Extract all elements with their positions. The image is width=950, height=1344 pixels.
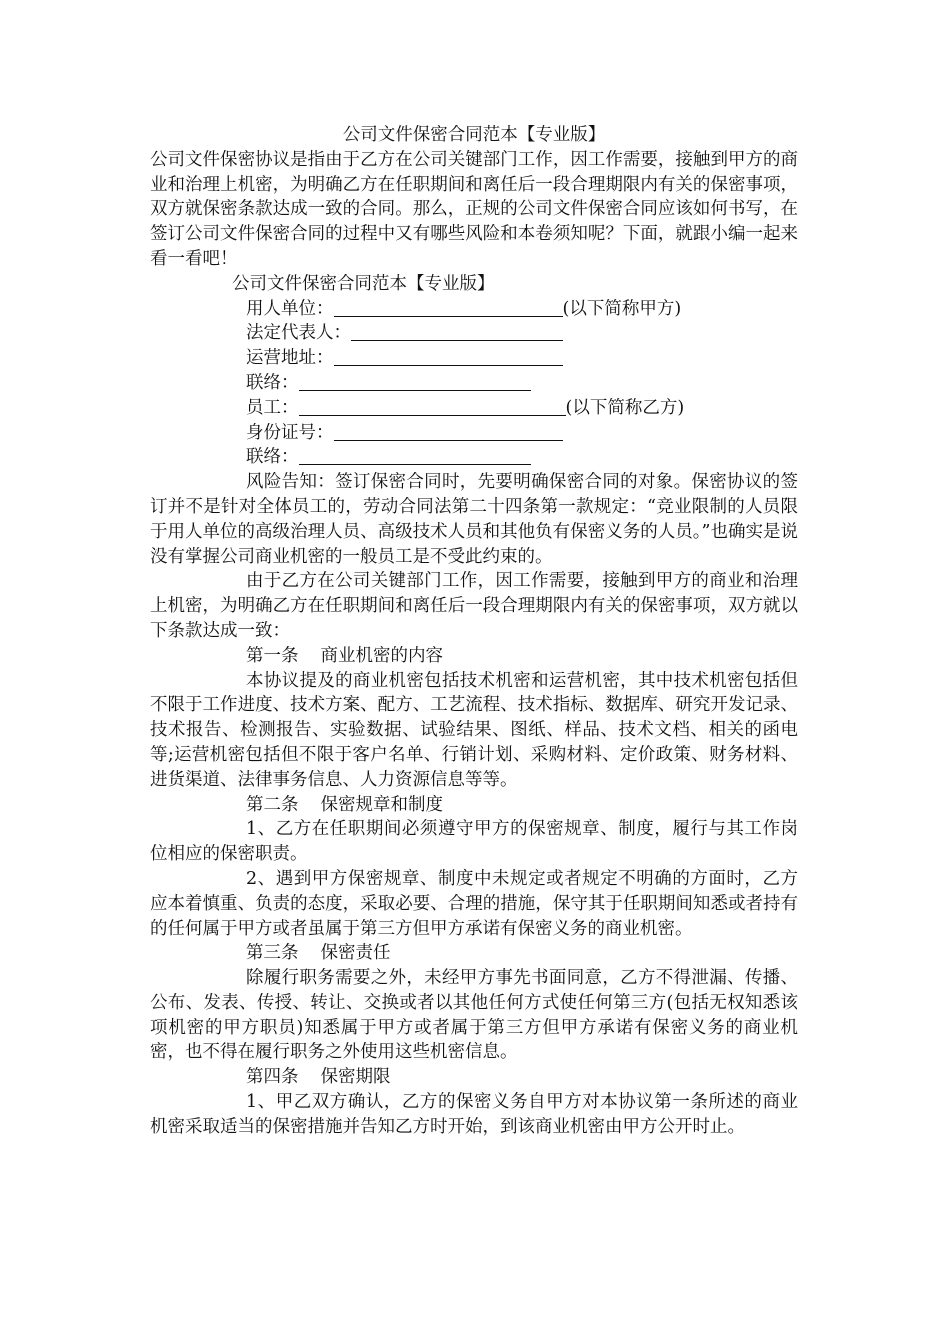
article1-heading: [150, 644, 798, 669]
article1-title: 商业机密的内容: [320, 645, 443, 666]
article2-item2: 2、遇到甲方保密规章、制度中未规定或者规定不明确的方面时，乙方应本着慎重、负责的态度，采取必要、合理的措施，保守其于任职期间知悉或者持有的任何属于甲方或者虽属于第三方但甲方承诺有保密义务的商业机密。: [150, 868, 798, 939]
address-field: [150, 346, 798, 371]
contact1-blank: [299, 372, 531, 391]
contract-subtitle: 公司文件保密合同范本【专业版】: [232, 273, 495, 294]
article1-body: 本协议提及的商业机密包括技术机密和运营机密，其中技术机密包括但不限于工作进度、技术方案、配方、工艺流程、技术指标、数据库、研究开发记录、技术报告、检测报告、实验数据、试验结果、图纸、样品、技术文档、相关的函电等;运营机密包括但不限于客户名单、行销计划、采购材料、定价政策、财务材料、进货渠道、法律事务信息、人力资源信息等等。: [150, 670, 798, 790]
article4-heading: [150, 1065, 798, 1090]
article3-num: 第三条: [246, 943, 299, 964]
employer-field: [150, 297, 798, 322]
article2-num: 第二条: [246, 794, 299, 815]
article3-body: 除履行职务需要之外，未经甲方事先书面同意，乙方不得泄漏、传播、公布、发表、传授、转让、交换或者以其他任何方式使任何第三方(包括无权知悉该项机密的甲方职员)知悉属于甲方或者属于第三方但甲方承诺有保密义务的商业机密，也不得在履行职务之外使用这些机密信息。: [150, 968, 798, 1063]
risk-paragraph: 风险告知：签订保密合同时，先要明确保密合同的对象。保密协议的签订并不是针对全体员工的，劳动合同法第二十四条第一款规定：“竞业限制的人员限于用人单位的高级治理人员、高级技术人员和其他负有保密义务的人员。”也确实是说没有掌握公司商业机密的一般员工是不受此约束的。: [150, 472, 798, 567]
contact2-field: [150, 445, 798, 470]
article4-num: 第四条: [246, 1067, 299, 1088]
legal-rep-label: 法定代表人：: [246, 323, 351, 344]
employer-label: 用人单位：: [246, 298, 334, 319]
document-title: 公司文件保密合同范本【专业版】: [342, 125, 606, 145]
address-blank: [334, 347, 563, 366]
document-page: [150, 123, 798, 1140]
contact2-label: 联络：: [246, 447, 299, 468]
employee-suffix: (以下简称乙方): [565, 397, 685, 418]
article1-num: 第一条: [246, 645, 299, 666]
article3-title: 保密责任: [320, 943, 391, 964]
article3-heading: [150, 941, 798, 966]
employee-blank: [299, 397, 566, 416]
article4-item1: 1、甲乙双方确认，乙方的保密义务自甲方对本协议第一条所述的商业机密采取适当的保密措施并告知乙方时开始，到该商业机密由甲方公开时止。: [150, 1092, 798, 1137]
employee-label: 员工：: [246, 397, 299, 418]
employer-blank: [334, 298, 563, 317]
contact2-blank: [299, 446, 531, 465]
preamble-paragraph: 由于乙方在公司关键部门工作，因工作需要，接触到甲方的商业和治理上机密，为明确乙方在任职期间和离任后一段合理期限内有关的保密事项，双方就以下条款达成一致：: [150, 571, 798, 641]
employer-suffix: (以下简称甲方): [562, 298, 682, 319]
contact1-label: 联络：: [246, 372, 299, 393]
id-field: [150, 421, 798, 446]
id-label: 身份证号：: [246, 422, 334, 443]
article2-heading: [150, 793, 798, 818]
employee-field: [150, 396, 798, 421]
legal-rep-blank: [351, 322, 563, 341]
article2-title: 保密规章和制度: [320, 794, 443, 815]
id-blank: [334, 422, 563, 441]
article4-title: 保密期限: [320, 1067, 391, 1088]
article2-item1: 1、乙方在任职期间必须遵守甲方的保密规章、制度，履行与其工作岗位相应的保密职责。: [150, 819, 798, 865]
address-label: 运营地址：: [246, 348, 334, 369]
contact1-field: [150, 371, 798, 396]
legal-rep-field: [150, 321, 798, 346]
intro-paragraph: 公司文件保密协议是指由于乙方在公司关键部门工作，因工作需要，接触到甲方的商业和治理上机密，为明确乙方在任职期间和离任后一段合理期限内有关的保密事项，双方就保密条款达成一致的合同。那么，正规的公司文件保密合同应该如何书写，在签订公司文件保密合同的过程中又有哪些风险和本卷须知呢？下面，就跟小编一起来看一看吧！: [150, 149, 798, 269]
